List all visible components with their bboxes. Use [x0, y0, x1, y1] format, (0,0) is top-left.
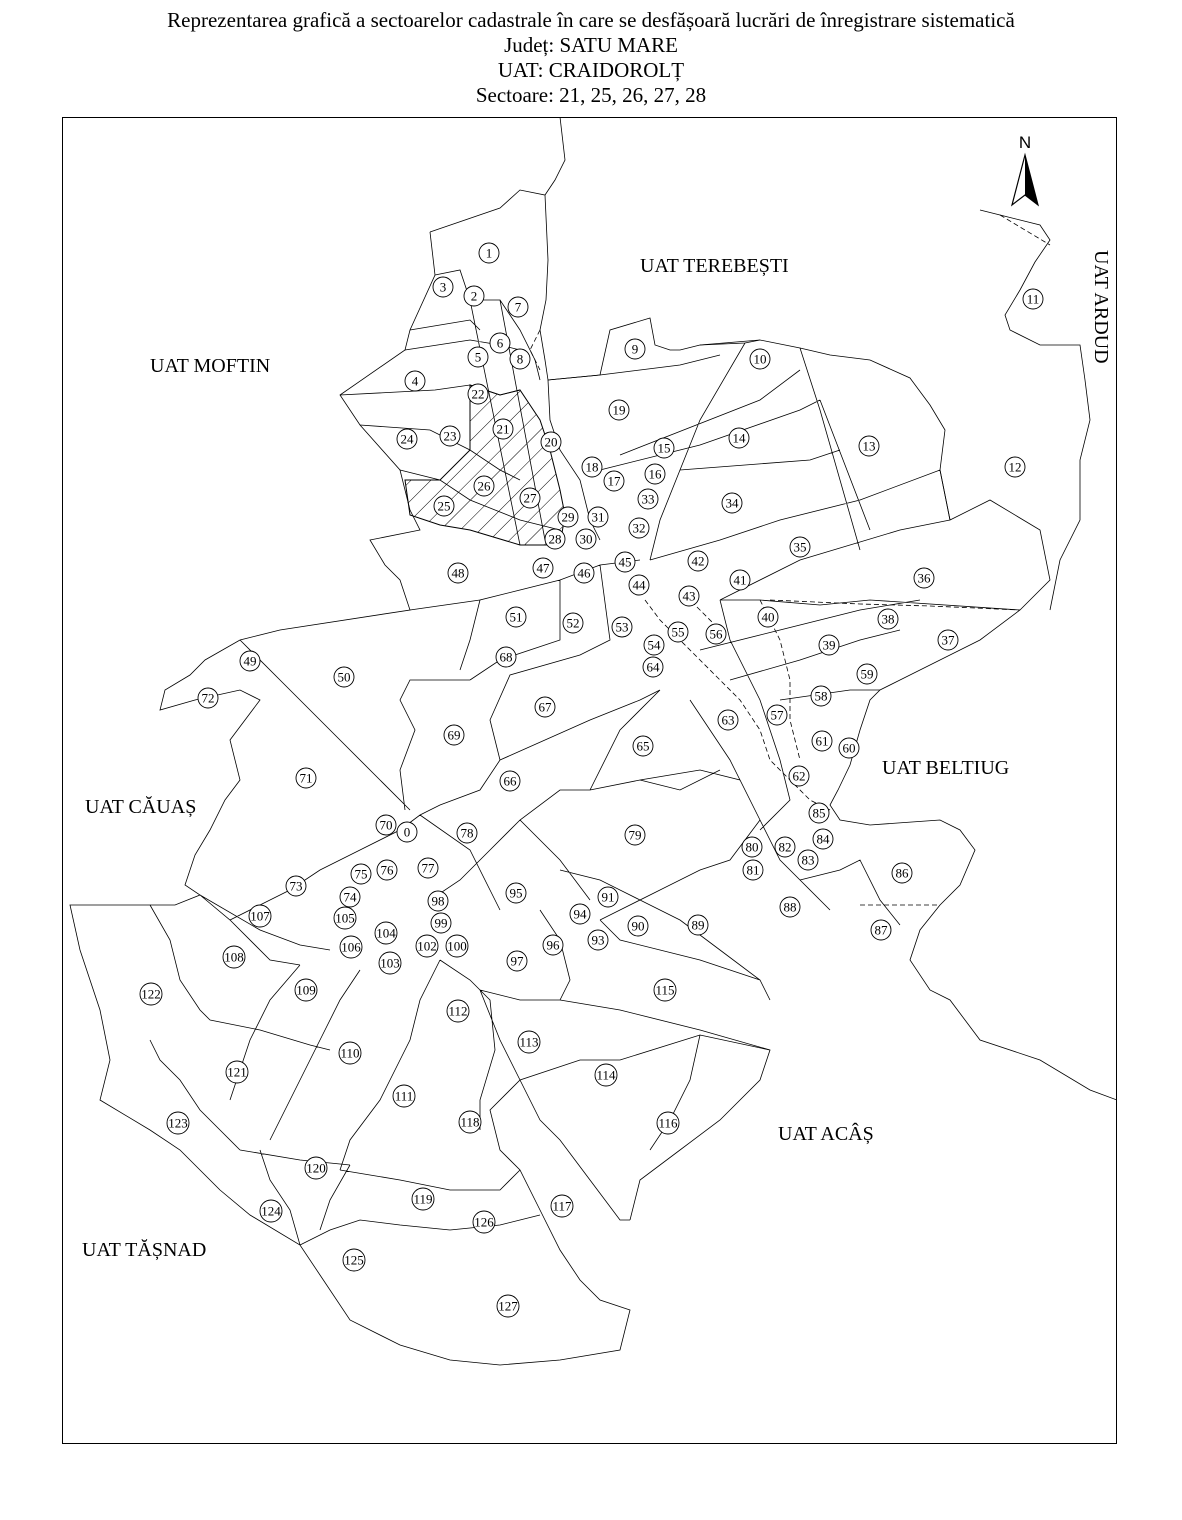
sector-label — [340, 887, 360, 907]
sector-number: 97 — [510, 953, 524, 969]
sector-label — [859, 436, 879, 456]
sector-number: 81 — [746, 862, 760, 878]
sector-label — [706, 624, 726, 644]
sector-number: 105 — [335, 910, 355, 926]
sector-label — [742, 837, 762, 857]
sector-label — [468, 384, 488, 404]
map-title: Reprezentarea grafică a sectoarelor cadastrale în care se desfășoară lucrări de înregistrare sistematică — [167, 8, 1015, 32]
sector-number: 9 — [631, 341, 639, 357]
sector-label — [226, 1061, 248, 1083]
sector-number: 7 — [514, 299, 522, 315]
sector-number: 124 — [261, 1203, 281, 1219]
sector-number: 99 — [434, 915, 448, 931]
sector-number: 86 — [895, 865, 909, 881]
sector-number: 106 — [341, 939, 361, 955]
sector-label — [767, 705, 787, 725]
sector-number: 5 — [474, 349, 482, 365]
sector-label — [574, 563, 594, 583]
sector-label — [644, 635, 664, 655]
uat-label-moftin: UAT MOFTIN — [150, 355, 271, 377]
sector-label — [397, 822, 417, 842]
sector-label — [459, 1111, 481, 1133]
sector-label — [457, 823, 477, 843]
sector-number: 16 — [648, 466, 662, 482]
sector-label — [638, 489, 658, 509]
sector-label — [296, 768, 316, 788]
sector-label — [440, 426, 460, 446]
sector-number: 76 — [380, 862, 394, 878]
sector-number: 0 — [403, 824, 411, 840]
sector-number: 48 — [451, 565, 465, 581]
sector-label — [629, 518, 649, 538]
north-arrow — [1012, 133, 1038, 205]
sector-label — [729, 428, 749, 448]
sector-label — [393, 1085, 415, 1107]
sector-number: 14 — [732, 430, 746, 446]
sector-number: 19 — [612, 402, 626, 418]
sector-label — [448, 563, 468, 583]
sector-label — [588, 507, 608, 527]
sector-label — [892, 863, 912, 883]
sector-label — [633, 736, 653, 756]
sector-number: 40 — [761, 609, 775, 625]
sector-number: 87 — [874, 922, 888, 938]
sector-label — [758, 607, 778, 627]
sector-number: 20 — [544, 434, 558, 450]
sector-number: 55 — [671, 624, 685, 640]
sector-number: 93 — [591, 932, 605, 948]
sector-label — [657, 1112, 679, 1134]
sector-label — [418, 858, 438, 878]
sector-label — [790, 537, 810, 557]
sector-number: 38 — [881, 611, 895, 627]
sector-number: 69 — [447, 727, 461, 743]
sector-label — [628, 916, 648, 936]
sector-label — [334, 667, 354, 687]
uat-label-acas: UAT ACÂȘ — [778, 1123, 874, 1145]
sector-label — [496, 647, 516, 667]
sector-label — [625, 825, 645, 845]
sector-label — [750, 349, 770, 369]
sector-label — [551, 1195, 573, 1217]
sector-number: 122 — [141, 986, 161, 1002]
sector-number: 114 — [596, 1067, 616, 1083]
sector-label — [351, 864, 371, 884]
sector-number: 61 — [815, 733, 829, 749]
sector-label — [339, 1042, 361, 1064]
sector-label — [506, 607, 526, 627]
sector-label — [629, 575, 649, 595]
sector-number: 115 — [655, 982, 675, 998]
sector-number: 110 — [340, 1045, 360, 1061]
sector-label — [295, 979, 317, 1001]
sector-label — [612, 617, 632, 637]
sector-label — [576, 529, 596, 549]
uat-label-tasnad: UAT TĂȘNAD — [82, 1239, 207, 1261]
sector-number: 33 — [641, 491, 655, 507]
county-label: Județ: SATU MARE — [504, 33, 678, 57]
sector-number: 108 — [224, 949, 244, 965]
sector-number: 59 — [860, 666, 874, 682]
sector-number: 68 — [499, 649, 513, 665]
sector-number: 109 — [296, 982, 316, 998]
sector-number: 120 — [306, 1160, 326, 1176]
sector-label — [510, 349, 530, 369]
sector-label — [405, 371, 425, 391]
sector-number: 82 — [778, 839, 792, 855]
sector-label — [286, 876, 306, 896]
sector-label — [545, 529, 565, 549]
sector-number: 21 — [496, 421, 510, 437]
sector-label — [260, 1200, 282, 1222]
sector-number: 116 — [658, 1115, 678, 1131]
sector-label — [428, 891, 448, 911]
sector-label — [541, 432, 561, 452]
sector-label — [249, 905, 271, 927]
sector-label — [743, 860, 763, 880]
sector-label — [595, 1064, 617, 1086]
sector-label — [474, 476, 494, 496]
sector-label — [376, 815, 396, 835]
boundary-lines — [70, 117, 1117, 1365]
sector-label — [775, 837, 795, 857]
sector-label — [938, 630, 958, 650]
sectors-label: Sectoare: 21, 25, 26, 27, 28 — [475, 83, 707, 107]
sector-number: 65 — [636, 738, 650, 754]
sector-number: 18 — [585, 459, 599, 475]
sector-label — [718, 710, 738, 730]
sector-label — [533, 558, 553, 578]
sector-number: 1 — [485, 245, 493, 261]
sector-number: 127 — [498, 1298, 518, 1314]
sector-label — [588, 930, 608, 950]
sector-number: 46 — [577, 565, 591, 581]
sector-number: 94 — [573, 906, 587, 922]
sector-number: 64 — [646, 659, 660, 675]
sector-number: 58 — [814, 688, 828, 704]
sector-number: 111 — [394, 1088, 414, 1104]
sector-label — [722, 493, 742, 513]
sector-label — [811, 686, 831, 706]
sector-number: 102 — [417, 938, 437, 954]
sector-number: 41 — [733, 572, 747, 588]
sector-number: 3 — [439, 279, 447, 295]
sector-number: 67 — [538, 699, 552, 715]
sector-label — [433, 277, 453, 297]
sector-number: 27 — [523, 490, 537, 506]
sector-number: 77 — [421, 860, 435, 876]
sector-label — [375, 922, 397, 944]
sector-number: 25 — [437, 498, 451, 514]
sector-label — [535, 697, 555, 717]
sector-number: 72 — [201, 690, 215, 706]
uat-label-cauas: UAT CĂUAȘ — [85, 796, 197, 818]
sector-number: 117 — [552, 1198, 572, 1214]
sector-label — [431, 913, 451, 933]
sector-number: 113 — [519, 1034, 539, 1050]
sector-number: 6 — [496, 335, 504, 351]
sector-label — [497, 1295, 519, 1317]
sector-number: 23 — [443, 428, 457, 444]
sector-number: 50 — [337, 669, 351, 685]
uat-label-terebesti: UAT TEREBEȘTI — [640, 255, 789, 277]
sector-number: 89 — [691, 917, 705, 933]
sector-number: 78 — [460, 825, 474, 841]
sector-number: 112 — [448, 1003, 468, 1019]
north-label: N — [1018, 133, 1032, 152]
sector-number: 56 — [709, 626, 723, 642]
sector-label — [500, 771, 520, 791]
sector-label — [558, 507, 578, 527]
sector-number: 104 — [376, 925, 396, 941]
sector-number: 54 — [647, 637, 661, 653]
sector-number: 83 — [801, 852, 815, 868]
sector-label — [871, 920, 891, 940]
sector-number: 43 — [682, 588, 696, 604]
sector-number: 70 — [379, 817, 393, 833]
sector-number: 79 — [628, 827, 642, 843]
sector-number: 32 — [632, 520, 646, 536]
sector-number: 63 — [721, 712, 735, 728]
sector-number: 71 — [299, 770, 313, 786]
sector-number: 125 — [344, 1252, 364, 1268]
sector-label — [645, 464, 665, 484]
sector-label — [508, 297, 528, 317]
sector-label — [780, 897, 800, 917]
sector-number: 13 — [862, 438, 876, 454]
sector-number: 42 — [691, 553, 705, 569]
sector-label — [563, 613, 583, 633]
uat-label: UAT: CRAIDOROLȚ — [497, 58, 685, 82]
sector-number: 4 — [411, 373, 419, 389]
sector-label — [490, 333, 510, 353]
sector-label — [198, 688, 218, 708]
sector-number: 37 — [941, 632, 955, 648]
sector-number: 80 — [745, 839, 759, 855]
sector-number: 90 — [631, 918, 645, 934]
sector-label — [223, 946, 245, 968]
sector-label — [643, 657, 663, 677]
sector-label — [447, 1000, 469, 1022]
sector-label — [479, 243, 499, 263]
sector-number: 118 — [460, 1114, 480, 1130]
sector-number: 8 — [516, 351, 524, 367]
sector-label — [819, 635, 839, 655]
sector-label — [688, 551, 708, 571]
sector-label — [878, 609, 898, 629]
uat-label-beltiug: UAT BELTIUG — [882, 757, 1010, 779]
sector-label — [416, 935, 438, 957]
sector-number: 119 — [413, 1191, 433, 1207]
sector-label — [1023, 289, 1043, 309]
sector-label — [812, 731, 832, 751]
sector-label — [305, 1157, 327, 1179]
sector-label — [809, 803, 829, 823]
sector-number: 29 — [561, 509, 575, 525]
sector-label — [473, 1211, 495, 1233]
sector-number: 35 — [793, 539, 807, 555]
sector-number: 24 — [400, 431, 414, 447]
sector-label — [167, 1112, 189, 1134]
sector-label — [668, 622, 688, 642]
sector-label — [506, 883, 526, 903]
sector-number: 39 — [822, 637, 836, 653]
sector-number: 53 — [615, 619, 629, 635]
sector-label — [520, 488, 540, 508]
sector-label — [444, 725, 464, 745]
sector-label — [379, 952, 401, 974]
sector-label — [598, 887, 618, 907]
sector-label — [625, 339, 645, 359]
sector-label — [397, 429, 417, 449]
sector-number: 36 — [917, 570, 931, 586]
sector-number: 60 — [842, 740, 856, 756]
sector-number: 75 — [354, 866, 368, 882]
sector-number: 107 — [250, 908, 270, 924]
sector-number: 100 — [447, 938, 467, 954]
sector-number: 91 — [601, 889, 615, 905]
sector-label — [446, 935, 468, 957]
sector-number: 26 — [477, 478, 491, 494]
sector-label — [688, 915, 708, 935]
sector-label — [570, 904, 590, 924]
sector-number: 88 — [783, 899, 797, 915]
sector-number: 73 — [289, 878, 303, 894]
sector-label — [730, 570, 750, 590]
sector-number: 57 — [770, 707, 784, 723]
sector-label — [412, 1188, 434, 1210]
sector-label — [679, 586, 699, 606]
sector-number: 52 — [566, 615, 580, 631]
sector-number: 10 — [753, 351, 767, 367]
sector-number: 85 — [812, 805, 826, 821]
sector-label — [654, 979, 676, 1001]
highlighted-sectors-hatch — [405, 385, 565, 545]
sector-number: 121 — [227, 1064, 247, 1080]
sector-label — [654, 438, 674, 458]
sector-label — [507, 951, 527, 971]
sector-label — [518, 1031, 540, 1053]
sector-number: 74 — [343, 889, 357, 905]
sector-label — [789, 766, 809, 786]
sector-label — [914, 568, 934, 588]
sector-number: 51 — [509, 609, 523, 625]
sector-number: 84 — [816, 831, 830, 847]
sector-label — [343, 1249, 365, 1271]
sector-label — [609, 400, 629, 420]
sector-label — [468, 347, 488, 367]
sector-number: 11 — [1026, 291, 1040, 307]
sector-number: 30 — [579, 531, 593, 547]
sector-label — [140, 983, 162, 1005]
sector-number: 95 — [509, 885, 523, 901]
sector-label — [240, 651, 260, 671]
sector-number: 45 — [618, 554, 632, 570]
sector-label — [813, 829, 833, 849]
sector-number: 98 — [431, 893, 445, 909]
sector-label — [1005, 457, 1025, 477]
dashed-boundaries — [530, 215, 1050, 905]
sector-number: 28 — [548, 531, 562, 547]
sector-number: 123 — [168, 1115, 188, 1131]
uat-label-ardud: UAT ARDUD — [1090, 250, 1112, 364]
sector-label — [434, 496, 454, 516]
sector-label — [340, 936, 362, 958]
sector-number: 66 — [503, 773, 517, 789]
sector-label — [334, 907, 356, 929]
sector-number: 62 — [792, 768, 806, 784]
sector-number: 103 — [380, 955, 400, 971]
sector-label — [377, 860, 397, 880]
sector-number: 17 — [607, 473, 621, 489]
sector-label — [798, 850, 818, 870]
sector-label — [582, 457, 602, 477]
sector-label — [615, 552, 635, 572]
sector-number: 126 — [474, 1214, 494, 1230]
sector-number: 2 — [470, 288, 478, 304]
sector-label — [543, 935, 563, 955]
sector-number: 22 — [471, 386, 485, 402]
sector-number: 96 — [546, 937, 560, 953]
sector-number: 31 — [591, 509, 605, 525]
sector-number: 15 — [657, 440, 671, 456]
sector-label — [464, 286, 484, 306]
sector-number: 47 — [536, 560, 550, 576]
sector-number: 34 — [725, 495, 739, 511]
sector-label — [857, 664, 877, 684]
sector-number: 49 — [243, 653, 257, 669]
sector-label — [493, 419, 513, 439]
sector-label — [604, 471, 624, 491]
sector-number: 12 — [1008, 459, 1022, 475]
sector-label — [839, 738, 859, 758]
sector-number: 44 — [632, 577, 646, 593]
